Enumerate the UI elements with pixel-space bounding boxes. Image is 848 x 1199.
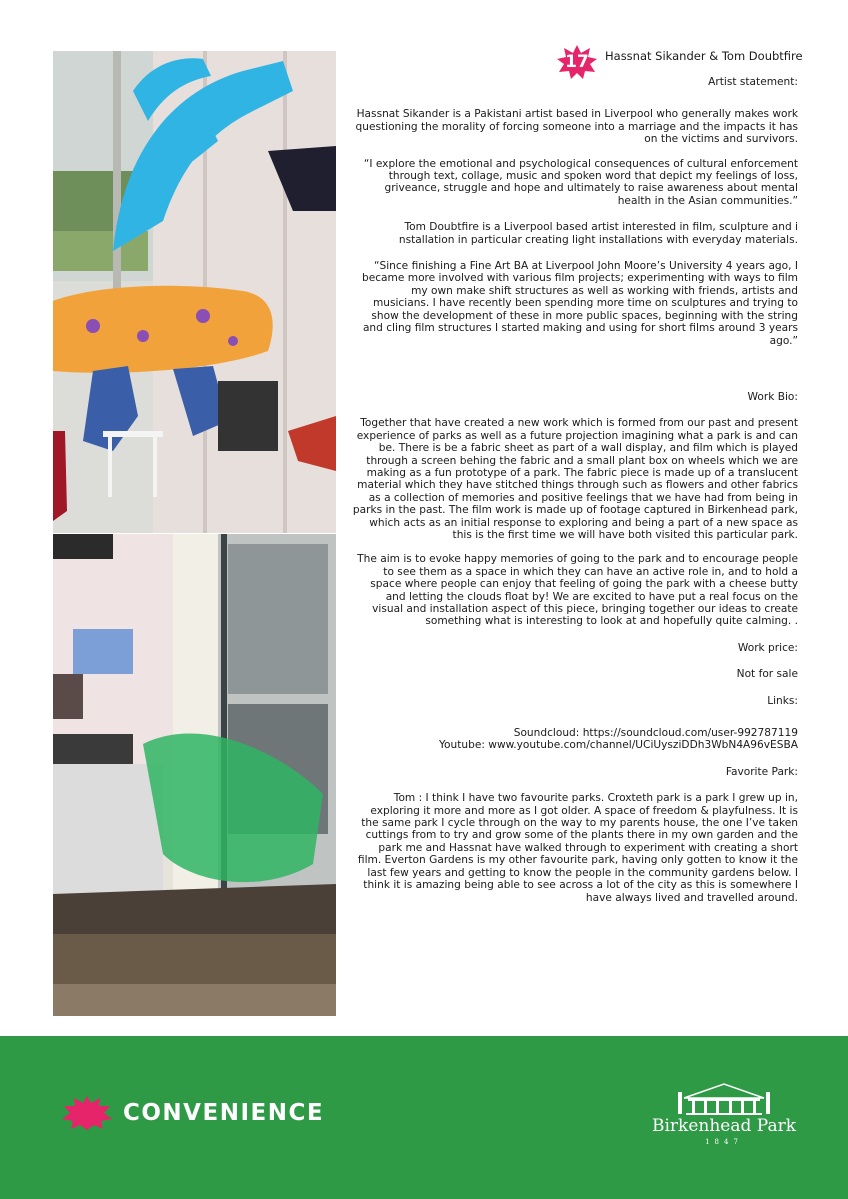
birkenhead-park-logo <box>648 1082 800 1146</box>
work-bio-paragraph-2: The aim is to evoke happy memories of going to the park and to encourage people to see them as a space in which they can have an active role in, and to hold a space where people can enjoy that feeling of going the park with a cheese butty and letting the clouds float by! We are excited to have put a real focus on the visual and installation aspect of this piece, bringing together our ideas to create something what is interesting to look at and hopefully quite calming. . <box>357 553 798 628</box>
work-price-value: Not for sale <box>736 668 798 681</box>
page-number-badge <box>557 45 597 79</box>
installation-photo-bottom <box>53 534 336 1016</box>
work-bio-paragraph-1: Together that have created a new work which is formed from our past and present experience of parks as well as a future projection imagining what a park is and can be. There is be a fabric sheet as part of a wall display, and film which is played through a screen behing the fabric and a small plant box on wheels which we are making as a fun prototype of a park. The fabric piece is made up of a translucent material which they have stitched things through such as flowers and other fabrics as a collection of memories and positive feelings that we have had from being in parks in the past. The film work is made up of footage captured in Birkenhead park, which acts as an initial response to exploring and being a part of a new space as this is the first time we will have both visited this particular park. <box>352 417 798 541</box>
favorite-park-text: Tom : I think I have two favourite parks. Croxteth park is a park I grew up in, exploring it more and more as I got older. A space of freedom & playfulness. It is the same park I cycle through on the way to my parents house, the one I’ve taken cuttings from to try and grow some of the plants there in my own garden and the park me and Hassnat have walked through to experiment with creating a short film. Everton Gardens is my other favourite park, having only gotten to know it the last few years and getting to know the people in the community gardens below. I think it is amazing being able to see across a lot of the city as this is somewhere I have always lived and travelled around. <box>357 792 798 904</box>
soundcloud-link[interactable]: Soundcloud: https://soundcloud.com/user-992787119 <box>513 727 798 740</box>
artist-statement-heading: Artist statement: <box>708 76 798 88</box>
convenience-logo-text: CONVENIENCE <box>123 1100 325 1126</box>
convenience-burst-icon <box>62 1096 112 1130</box>
links-heading: Links: <box>767 694 798 707</box>
page-number: 17 <box>565 52 589 72</box>
youtube-link[interactable]: Youtube: www.youtube.com/channel/UCiUysziDDh3WbN4A96vESBA <box>438 739 798 752</box>
favorite-park-heading: Favorite Park: <box>725 765 798 778</box>
text-column <box>352 76 798 904</box>
work-bio-heading: Work Bio: <box>747 390 798 403</box>
installation-photo-top <box>53 51 336 533</box>
statement-paragraph-2: “I explore the emotional and psychological consequences of cultural enforcement through text, collage, music and spoken word that depict my feelings of loss, griveance, struggle and hope and ultimately to raise awareness about mental health in the Asian communities.” <box>363 157 798 207</box>
park-year: 1847 <box>705 1138 743 1146</box>
statement-paragraph-4: “Since finishing a Fine Art BA at Liverpool John Moore’s University 4 years ago, I became more involved with various film projects; experimenting with ways to film my own make shift structures as well as working with friends, artists and musicians. I have recently been spending more time on sculptures and trying to show the development of these in more public spaces, beginning with the string and cling film structures I started making and using for short films around 3 years ago.” <box>361 260 798 347</box>
statement-paragraph-3: Tom Doubtfire is a Liverpool based artist interested in film, sculpture and i nstallation in particular creating light installations with everyday materials. <box>398 221 798 246</box>
statement-paragraph-1: Hassnat Sikander is a Pakistani artist based in Liverpool who generally makes work questioning the morality of forcing someone into a marriage and the impacts it has on the victims and survivors. <box>355 108 798 146</box>
footer-bar <box>0 1036 848 1199</box>
artist-names: Hassnat Sikander & Tom Doubtfire <box>605 49 803 63</box>
work-price-heading: Work price: <box>737 641 798 654</box>
park-name: Birkenhead Park <box>651 1116 797 1136</box>
